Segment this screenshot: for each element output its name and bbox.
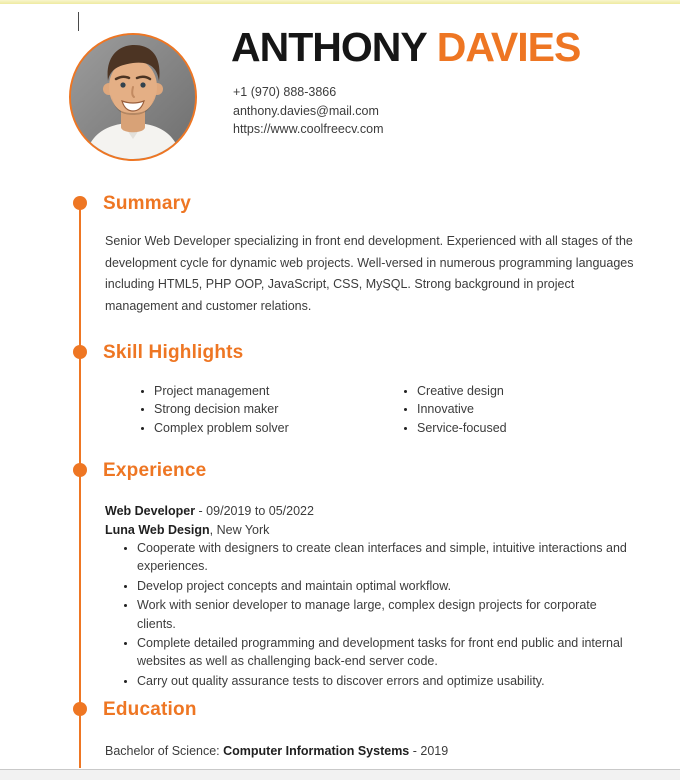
skill-item: • Innovative (417, 400, 507, 418)
company-name: Luna Web Design (105, 522, 210, 537)
timeline-line (79, 203, 81, 768)
skill-item: • Complex problem solver (154, 419, 289, 437)
skill-item: • Strong decision maker (154, 400, 289, 418)
skills-dot (73, 345, 87, 359)
summary-heading: Summary (103, 193, 191, 214)
app-bottom-bar (0, 769, 680, 780)
experience-bullet: • Develop project concepts and maintain optimal workflow. (137, 577, 637, 595)
email-text: anthony.davies@mail.com (233, 103, 379, 118)
skill-item: • Project management (154, 382, 289, 400)
skills-heading: Skill Highlights (103, 342, 244, 363)
experience-job-block (105, 502, 314, 539)
profile-photo (69, 33, 197, 161)
skill-item: • Service-focused (417, 419, 507, 437)
experience-bullet-list (119, 539, 637, 691)
website-text: https://www.coolfreecv.com (233, 122, 384, 136)
name-last: DAVIES (436, 24, 581, 70)
job-title: Web Developer (105, 504, 196, 518)
skill-item: • Creative design (417, 382, 507, 400)
text-caret (78, 12, 79, 31)
experience-bullet: • Carry out quality assurance tests to discover errors and optimize usability. (137, 672, 637, 690)
contact-block (233, 83, 384, 139)
company-location: , New York (209, 522, 270, 537)
skills-list-left (136, 382, 289, 437)
education-dot (73, 702, 87, 716)
job-dates: - 09/2019 to 05/2022 (195, 504, 314, 518)
experience-bullet: • Cooperate with designers to create clean interfaces and simple, intuitive interactions and experiences. (137, 539, 637, 576)
degree-year: - 2019 (409, 744, 449, 758)
page-title (231, 25, 580, 69)
job-title-line (105, 502, 314, 521)
summary-dot (73, 196, 87, 210)
experience-bullet: • Work with senior developer to manage large, complex design projects for corporate clients. (137, 596, 637, 633)
skills-list-right (399, 382, 507, 437)
top-toolbar-edge (0, 0, 680, 4)
summary-paragraph: Senior Web Developer specializing in front end development. Experienced with all stages of the development cycle for dynamic web projects. Well-versed in numerous programming languages including HTML5, PHP OOP, JavaScript, CSS, MySQL. Strong background in project management and customer relations. (105, 234, 634, 313)
company-line (105, 521, 314, 540)
education-line (105, 744, 448, 758)
education-heading: Education (103, 699, 197, 720)
name-first: ANTHONY (231, 24, 427, 70)
degree-name: Computer Information Systems (223, 744, 410, 758)
avatar-illustration (71, 35, 195, 159)
experience-dot (73, 463, 87, 477)
degree-prefix: Bachelor of Science: (105, 744, 224, 758)
phone-text: +1 (970) 888-3866 (233, 85, 337, 99)
experience-heading: Experience (103, 460, 207, 481)
experience-bullet: • Complete detailed programming and development tasks for front end public and internal websites as well as challenging back-end server code. (137, 634, 637, 671)
